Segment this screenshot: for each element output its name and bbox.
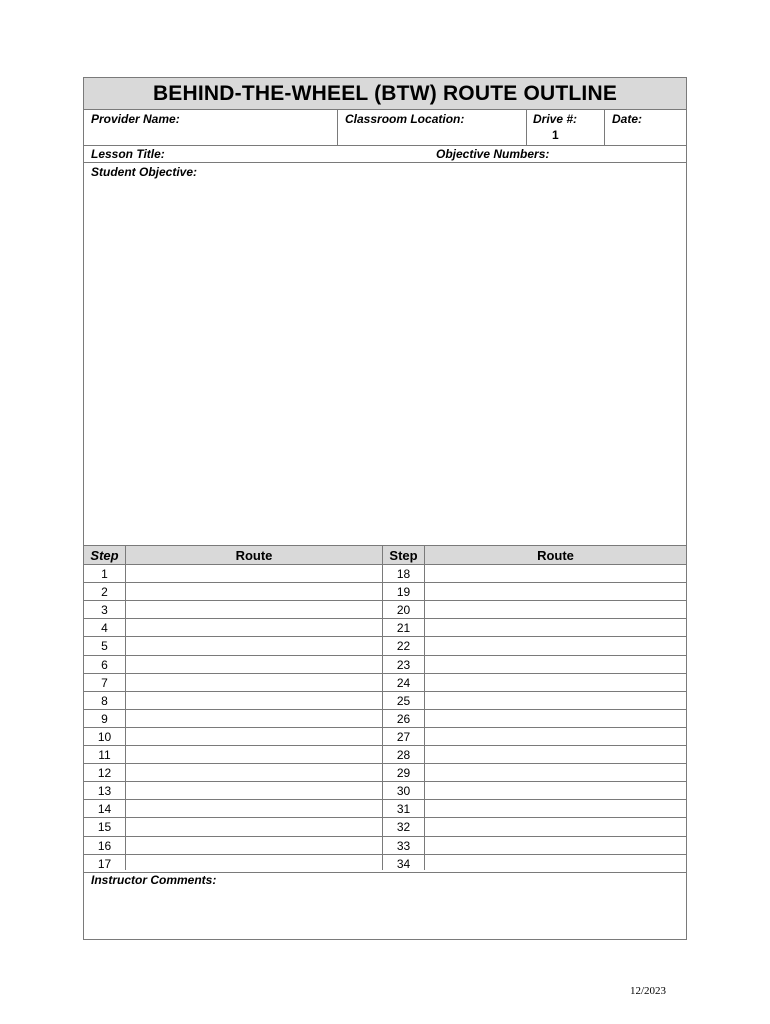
step-number-left: 12 [97,766,112,780]
route-cell-right[interactable] [425,583,686,600]
route-header-left: Route [235,548,273,563]
btw-route-outline-form [83,77,687,940]
table-row [84,637,686,655]
route-cell-left[interactable] [126,710,382,727]
route-cell-left[interactable] [126,637,382,654]
step-number-left: 4 [101,621,108,635]
route-cell-right[interactable] [425,837,686,854]
route-cell-right[interactable] [425,656,686,673]
lesson-title-label: Lesson Title: [91,147,165,161]
step-number-right: 21 [396,621,411,635]
instructor-comments-label: Instructor Comments: [91,873,217,887]
table-row [84,855,686,873]
step-number-left: 13 [97,784,112,798]
route-cell-right[interactable] [425,565,686,582]
date-label: Date: [612,112,643,126]
step-number-right: 31 [396,802,411,816]
step-number-left: 3 [101,603,108,617]
step-number-right: 19 [396,585,411,599]
step-number-left: 10 [97,730,112,744]
route-cell-left[interactable] [126,619,382,636]
form-title: BEHIND-THE-WHEEL (BTW) ROUTE OUTLINE [84,78,686,110]
route-cell-right[interactable] [425,692,686,709]
route-cell-left[interactable] [126,746,382,763]
provider-name-label: Provider Name: [91,112,180,126]
route-cell-right[interactable] [425,782,686,799]
footer-date: 12/2023 [630,985,667,997]
classroom-location-label: Classroom Location: [345,112,465,126]
route-cell-left[interactable] [126,800,382,817]
route-cell-right[interactable] [425,728,686,745]
step-number-right: 18 [396,567,411,581]
table-row [84,565,686,583]
table-row [84,692,686,710]
step-number-right: 23 [396,658,411,672]
route-cell-right[interactable] [425,800,686,817]
step-number-right: 26 [396,712,411,726]
table-row [84,782,686,800]
route-cell-right[interactable] [425,746,686,763]
step-number-left: 16 [97,839,112,853]
route-cell-left[interactable] [126,855,382,872]
step-number-left: 2 [101,585,108,599]
route-cell-left[interactable] [126,818,382,835]
step-number-left: 9 [101,712,108,726]
route-cell-right[interactable] [425,637,686,654]
drive-number-label: Drive #: [533,112,578,126]
step-number-right: 27 [396,730,411,744]
step-number-left: 8 [101,694,108,708]
route-cell-left[interactable] [126,728,382,745]
step-number-right: 24 [396,676,411,690]
table-row [84,818,686,836]
step-number-left: 6 [101,658,108,672]
route-cell-left[interactable] [126,583,382,600]
route-cell-right[interactable] [425,710,686,727]
divider [424,546,425,870]
route-cell-right[interactable] [425,818,686,835]
divider [604,110,605,146]
step-header-right: Step [389,548,418,563]
step-number-right: 34 [396,857,411,871]
step-number-left: 1 [101,567,108,581]
table-row [84,656,686,674]
step-number-right: 32 [396,820,411,834]
objective-numbers-label: Objective Numbers: [436,147,550,161]
route-cell-right[interactable] [425,855,686,872]
route-cell-left[interactable] [126,692,382,709]
route-table-header [84,546,686,564]
route-header-right: Route [537,548,574,563]
table-row [84,746,686,764]
route-cell-left[interactable] [126,565,382,582]
step-number-right: 30 [396,784,411,798]
table-row [84,764,686,782]
route-cell-left[interactable] [126,764,382,781]
step-number-left: 17 [97,857,112,871]
table-row [84,601,686,619]
route-cell-left[interactable] [126,656,382,673]
table-row [84,583,686,601]
route-cell-left[interactable] [126,674,382,691]
route-cell-right[interactable] [425,764,686,781]
table-row [84,710,686,728]
step-number-right: 20 [396,603,411,617]
step-number-left: 15 [97,820,112,834]
route-cell-left[interactable] [126,601,382,618]
step-number-left: 7 [101,676,108,690]
table-row [84,800,686,818]
divider [382,546,383,870]
student-objective-label: Student Objective: [91,165,198,179]
divider [526,110,527,146]
step-number-left: 14 [97,802,112,816]
table-row [84,837,686,855]
step-number-right: 33 [396,839,411,853]
step-number-right: 25 [396,694,411,708]
divider [337,110,338,146]
step-number-left: 5 [101,639,108,653]
step-header-left: Step [90,548,119,563]
table-row [84,728,686,746]
divider [84,162,686,163]
route-cell-right[interactable] [425,619,686,636]
step-number-right: 29 [396,766,411,780]
divider [125,546,126,870]
step-number-right: 28 [396,748,411,762]
route-cell-right[interactable] [425,674,686,691]
route-cell-right[interactable] [425,601,686,618]
table-row [84,674,686,692]
step-number-left: 11 [98,748,111,762]
table-row [84,619,686,637]
drive-number-value: 1 [552,128,559,142]
route-cell-left[interactable] [126,837,382,854]
step-number-right: 22 [396,639,411,653]
divider [84,145,686,146]
route-cell-left[interactable] [126,782,382,799]
